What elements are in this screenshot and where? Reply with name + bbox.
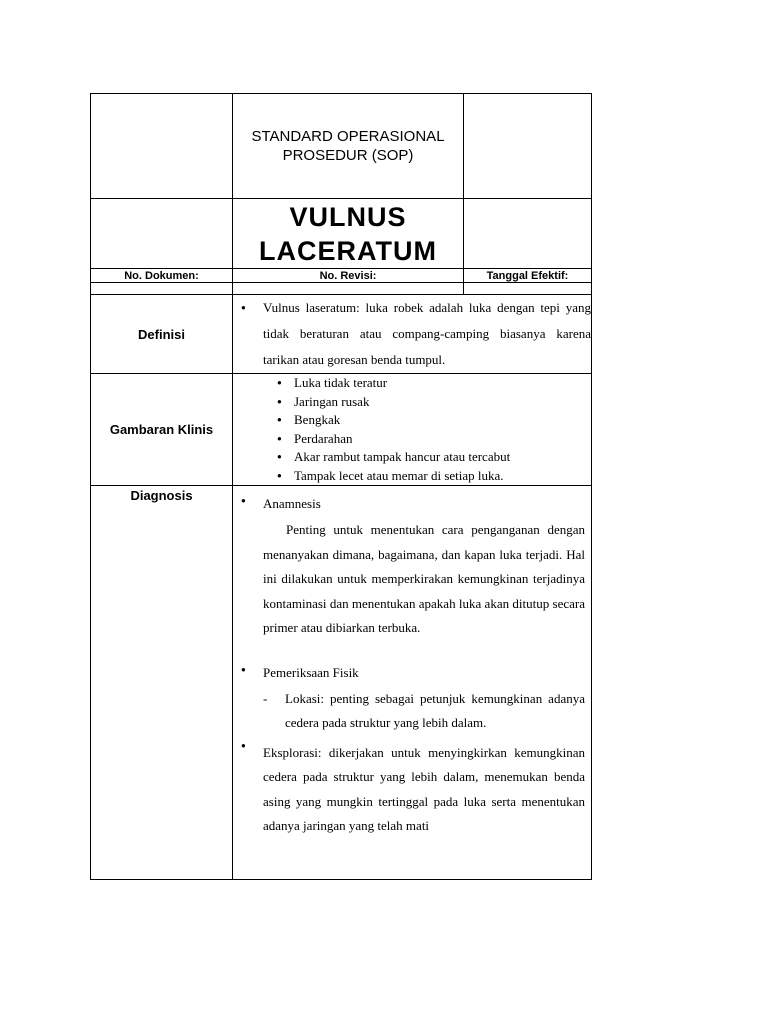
lokasi-text: Lokasi: penting sebagai petunjuk kemungkinan adanya cedera pada struktur yang lebih dalam.: [285, 690, 585, 730]
title-right-cell: [464, 199, 592, 269]
eksplorasi-item: [233, 741, 585, 839]
no-revisi-value: [233, 283, 464, 295]
bullet-icon: ●: [241, 664, 246, 674]
definisi-content: [233, 295, 592, 374]
anamnesis-text: Penting untuk menentukan cara penganganan dengan menanyakan dimana, bagaimana, dan kapan luka terjadi. Hal ini dilakukan untuk memperkirakan kemungkinan terjadinya kontaminasi dan menentukan apakah luka akan ditutup secara primer atau dibiarkan terbuka.: [263, 522, 585, 635]
pemeriksaan-fisik-title: Pemeriksaan Fisik: [263, 664, 359, 680]
gambaran-klinis-row: [91, 374, 592, 486]
list-item: ● Luka tidak teratur: [233, 374, 591, 393]
meta-row: [91, 269, 592, 283]
eksplorasi-text: Eksplorasi: dikerjakan untuk menyingkirkan kemungkinan cedera pada struktur yang lebih dalam, menemukan benda asing yang mungkin tertinggal pada luka serta menentukan adanya jaringan yang telah mati: [263, 744, 585, 833]
bullet-icon: ●: [241, 740, 246, 750]
definisi-list: [233, 295, 591, 373]
list-item: ● Jaringan rusak: [233, 393, 591, 412]
gambaran-klinis-list: [233, 374, 591, 485]
header-row: [91, 94, 592, 199]
anamnesis-item: [233, 496, 585, 641]
title-line-2: LACERATUM: [259, 235, 437, 266]
no-dokumen-value: [91, 283, 233, 295]
gambaran-klinis-label: Gambaran Klinis: [91, 374, 233, 486]
logo-cell: [91, 94, 233, 199]
diagnosis-content: [233, 486, 592, 880]
meta-values-row: [91, 283, 592, 295]
definisi-text: ● Vulnus laseratum: luka robek adalah luka dengan tepi yang tidak beraturan atau compang-camping biasanya karena tarikan atau goresan benda tumpul.: [233, 295, 591, 373]
list-item: ● Perdarahan: [233, 430, 591, 449]
tanggal-efektif-label: Tanggal Efektif:: [464, 269, 592, 283]
dash-marker: -: [263, 690, 268, 706]
bullet-icon: ●: [241, 496, 246, 505]
diagnosis-label: Diagnosis: [91, 486, 233, 880]
anamnesis-title: Anamnesis: [263, 496, 321, 511]
definisi-label: Definisi: [91, 295, 233, 374]
header-right-cell: [464, 94, 592, 199]
title-cell: [233, 199, 464, 269]
diagnosis-row: [91, 486, 592, 880]
no-revisi-label: No. Revisi:: [233, 269, 464, 283]
tanggal-efektif-value: [464, 283, 592, 295]
gambaran-klinis-content: [233, 374, 592, 486]
title-line-1: VULNUS: [289, 201, 407, 232]
list-item: ● Bengkak: [233, 411, 591, 430]
header-line-1: STANDARD OPERASIONAL: [251, 128, 445, 145]
header-line-2: PROSEDUR (SOP): [282, 147, 414, 164]
title-left-cell: [91, 199, 233, 269]
pemeriksaan-fisik-item: [233, 665, 585, 735]
definisi-row: [91, 295, 592, 374]
title-row: [91, 199, 592, 269]
list-item: ● Tampak lecet atau memar di setiap luka.: [233, 467, 591, 486]
lokasi-subitem: [263, 687, 585, 735]
sop-table: [90, 93, 592, 880]
no-dokumen-label: No. Dokumen:: [91, 269, 233, 283]
header-cell: [233, 94, 464, 199]
list-item: ● Akar rambut tampak hancur atau tercabut: [233, 448, 591, 467]
